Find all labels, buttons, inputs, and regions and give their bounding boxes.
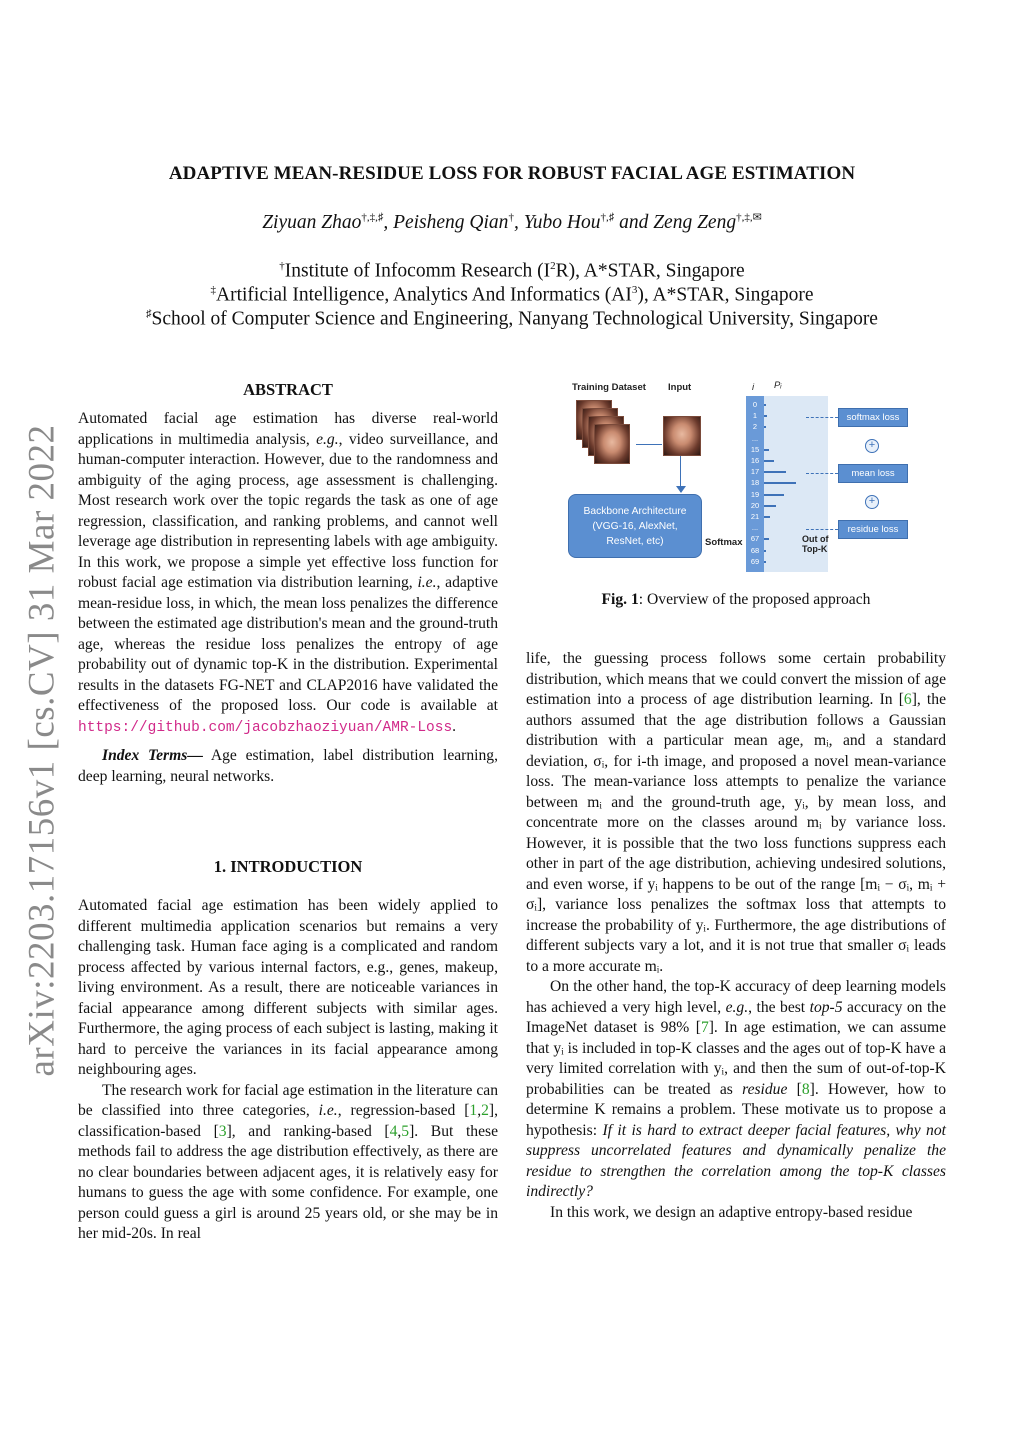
- code-link[interactable]: https://github.com/jacobzhaoziyuan/AMR-Loss: [78, 719, 453, 736]
- connector-softmax: [806, 417, 838, 418]
- author-1: Peisheng Qian†,: [393, 211, 524, 233]
- prob-bar: [764, 516, 770, 518]
- prob-bar: [764, 561, 766, 563]
- residue-loss-box: residue loss: [838, 520, 908, 539]
- citation-7[interactable]: 7: [700, 1019, 709, 1036]
- prob-bar: [764, 460, 774, 462]
- backbone-box: Backbone Architecture (VGG-16, AlexNet, ResNet, etc): [568, 494, 702, 558]
- prob-bar: [764, 550, 766, 552]
- prob-index-label: 0: [752, 400, 758, 409]
- figure-overview: [566, 378, 910, 574]
- citation-3[interactable]: 3: [218, 1122, 227, 1140]
- mean-loss-box: mean loss: [838, 464, 908, 483]
- prob-bar: [764, 471, 786, 473]
- prob-bar: [764, 482, 796, 484]
- fig-training-dataset-label: Training Dataset: [572, 382, 646, 393]
- prob-index-label: 16: [750, 456, 760, 465]
- prob-index-label: 15: [750, 444, 760, 454]
- intro-paragraph-1: Automated facial age estimation has been widely applied to different multimedia application scenarios but remains a very challenging task. Human face aging is a complicated and random process affected by various internal factors, e.g., genes, makeup, living environment. As a result, there are noticeable variances in facial appearance among different subjects with similar ages. Furthermore, the aging process of each subject is lasting, making it hard to perceive the variances in its facial appearance among neighbouring ages.: [78, 897, 498, 1078]
- abstract-body: [78, 409, 498, 787]
- author-list: [80, 210, 944, 234]
- prob-bar: [764, 426, 766, 428]
- abstract-heading: ABSTRACT: [243, 380, 333, 399]
- prob-index-label: 18: [750, 478, 760, 488]
- citation-8[interactable]: 8: [801, 1080, 810, 1098]
- index-terms: Index Terms— Age estimation, label distribution learning, deep learning, neural networks.: [78, 747, 498, 785]
- author-2: Yubo Hou†,♯ and: [523, 211, 654, 233]
- prob-bar: [764, 494, 784, 496]
- arxiv-stamp: [12, 420, 72, 1080]
- author-0: Ziyuan Zhao†,‡,♯,: [262, 211, 394, 233]
- prob-bar: [764, 505, 776, 507]
- citation-5[interactable]: 5: [401, 1122, 410, 1140]
- fig-softmax-label: Softmax: [705, 537, 743, 548]
- affiliation-1: ‡Artificial Intelligence, Analytics And Informatics $(AI^3)$, A*STAR, Singapore: [210, 284, 814, 306]
- training-face-image: [594, 424, 630, 464]
- prob-bar: [764, 404, 766, 406]
- prob-index-label: 67: [750, 534, 760, 544]
- prob-index-label: 17: [750, 467, 760, 477]
- prob-index-label: 2: [752, 422, 758, 432]
- fig-out-of-label: Out of Top-K: [802, 534, 829, 554]
- prob-index-label: 19: [750, 489, 760, 499]
- input-face-image: [663, 416, 701, 456]
- citation-1[interactable]: 1: [469, 1102, 478, 1119]
- intro-heading: 1. INTRODUCTION: [213, 857, 363, 876]
- prob-bar: [764, 415, 767, 417]
- affiliation-0: †Institute of Infocomm Research $(I^2R)$, A*STAR, Singapore: [279, 260, 745, 282]
- right-paragraph-1: life, the guessing process follows some certain probability distribution, which means that we could convert the mission of age estimation into a process of age distribution learning. In [6], the authors assumed that the age distribution follows a Gaussian distribution with a particular mean age, mᵢ, and a standard deviation, σᵢ, for i-th image, and proposed a novel mean-variance loss. The mean-variance loss attempts to penalize the variance between mᵢ and the ground-truth age, yᵢ, by mean loss, and concentrate more on the classes around mᵢ by variance loss. However, it is possible that the two loss functions suppress each other in part of the age distribution, achieving undesired solutions, and even worse, if yᵢ happens to be out of the range [mᵢ − σᵢ, mᵢ + σᵢ], variance loss penalizes the softmax loss that attempts to increase the probability of yᵢ. Furthermore, the age distributions of different subjects vary a lot, and it is not true that smaller σᵢ leads to a more accurate mᵢ.: [526, 650, 946, 975]
- intro-body: [78, 896, 498, 1245]
- arrow-dataset-to-input: [636, 444, 662, 445]
- connector-residue: [806, 529, 838, 530]
- prob-index-label: ...: [751, 433, 759, 443]
- intro-paragraph-2: The research work for facial age estimation in the literature can be classified into three categories, i.e., regression-based [1,2], classification-based [3], and ranking-based [4,5]. But these methods fail to address the age distribution effectively, as there are no clear boundaries between adjacent ages, it is relatively easy for humans to guess the age with some confidence. For example, one person could guess a girl is around 25 years old, or she may be in her mid-20s. In real: [78, 1081, 499, 1242]
- arrow-head-icon: [676, 486, 686, 493]
- paper-title: ADAPTIVE MEAN-RESIDUE LOSS FOR ROBUST FACIAL AGE ESTIMATION: [168, 163, 856, 184]
- prob-index-label: 68: [750, 545, 760, 555]
- right-paragraph-2: On the other hand, the top-K accuracy of deep learning models has achieved a very high level, e.g., the best top-5 accuracy on the ImageNet dataset is 98% [7]. In age estimation, we can assume that yᵢ is included in top-K classes and the ages out of top-K have a very limited correlation with yᵢ, and then the sum of out-of-top-K probabilities can be treated as residue [8]. However, how to determine K remains a problem. These motivate us to propose a hypothesis: If it is hard to extract deeper facial features, why not suppress uncorrelated features and dynamically penalize the residue to strengthen the correlation among the top-K classes indirectly?: [526, 978, 947, 1200]
- plus-icon: +: [865, 439, 879, 453]
- prob-index-label: 21: [750, 512, 760, 521]
- fig-input-label: Input: [668, 382, 692, 393]
- prob-index-label: 20: [750, 500, 760, 510]
- right-paragraph-3: In this work, we design an adaptive entropy-based residue: [550, 1203, 913, 1221]
- citation-2[interactable]: 2: [481, 1102, 489, 1119]
- prob-index-label: ...: [751, 523, 759, 533]
- prob-bar: [764, 449, 769, 451]
- citation-6[interactable]: 6: [903, 691, 912, 708]
- figure-caption: Fig. 1: Overview of the proposed approach: [601, 591, 871, 608]
- prob-index-label: 69: [750, 556, 760, 566]
- citation-4[interactable]: 4: [389, 1122, 398, 1140]
- right-column-body: [526, 649, 946, 1223]
- abstract-paragraph: Automated facial age estimation has diverse real-world applications in multimedia analysis, e.g., video surveillance, and human-computer interaction. However, due to the randomness and ambiguity of the aging process, age assessment is challenging. Most research work over the topic regards the task as one of age regression, classification, and ranking problems, and cannot well leverage age distribution in representing labels with age ambiguity. In this work, we propose a simple yet effective loss function for robust facial age estimation via distribution learning, i.e., adaptive mean-residue loss, in which, the mean loss penalizes the difference between the estimated age distribution's mean and the ground-truth age, whereas the residue loss penalizes the entropy of age probability out of dynamic top-K in the distribution. Experimental results in the datasets FG-NET and CLAP2016 have validated the effectiveness of the proposed loss. Our code is available at https://github.com/jacobzhaoziyuan/AMR-Loss.: [78, 410, 498, 736]
- affiliation-2: ♯School of Computer Science and Engineering, Nanyang Technological University, Singapore: [146, 308, 878, 330]
- fig-col-p: Pᵢ: [774, 380, 782, 391]
- connector-mean: [806, 473, 838, 474]
- softmax-loss-box: softmax loss: [838, 408, 908, 427]
- author-3: Zeng Zeng†,‡,✉: [653, 211, 762, 233]
- plus-icon: +: [865, 495, 879, 509]
- prob-index-label: 1: [752, 411, 758, 421]
- prob-bar: [764, 538, 769, 540]
- fig-col-i: i: [752, 382, 755, 393]
- arxiv-stamp-text: arXiv:2203.17156v1 [cs.CV] 31 Mar 2022: [21, 423, 63, 1077]
